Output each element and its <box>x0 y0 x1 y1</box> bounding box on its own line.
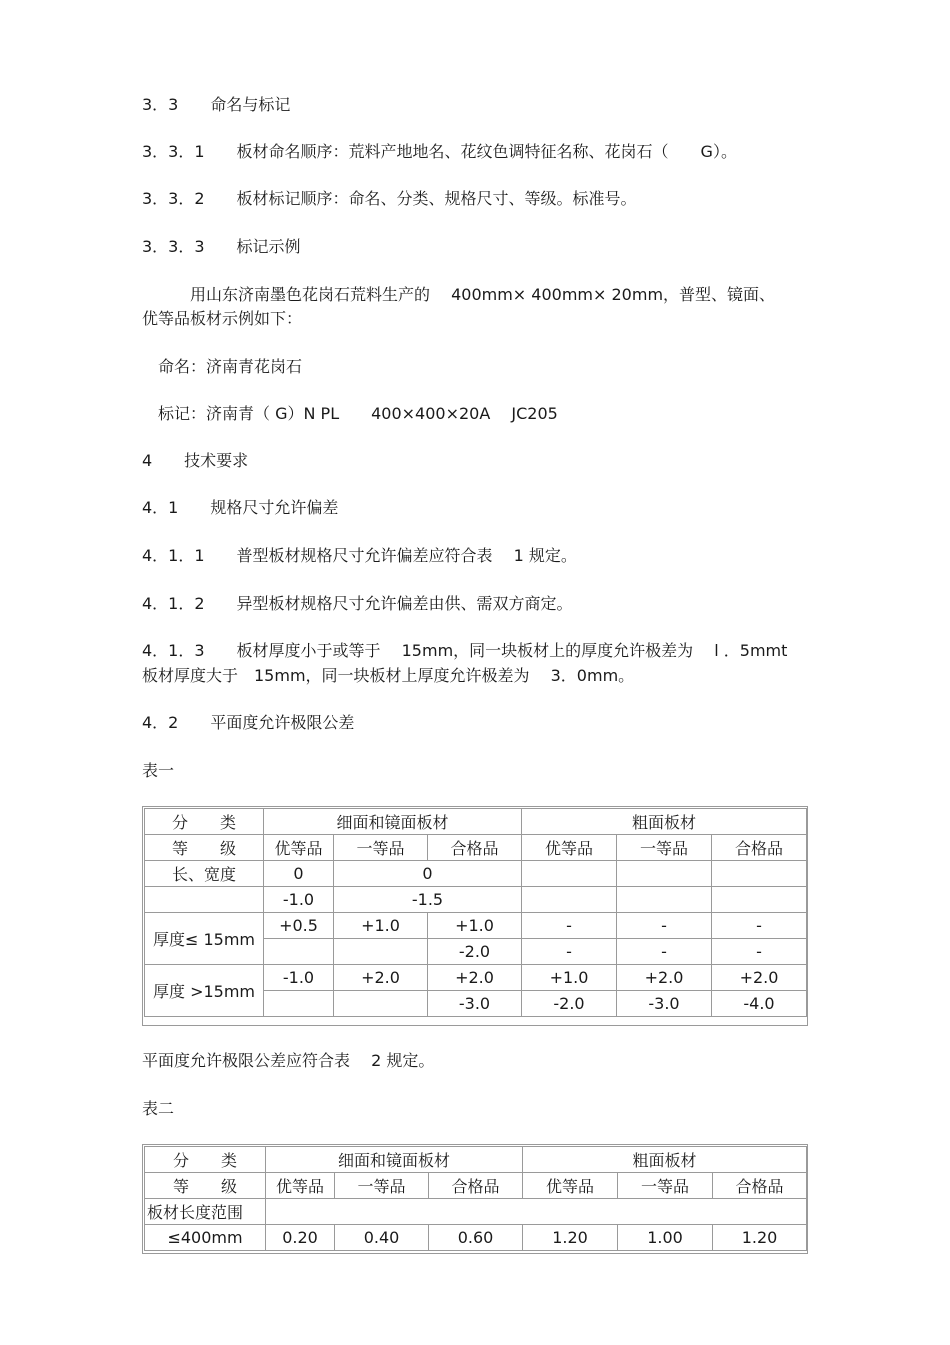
value-cell <box>712 861 807 887</box>
category-label: 分 类 <box>145 1147 266 1173</box>
value-cell: -4.0 <box>712 991 807 1017</box>
grade-cell: 优等品 <box>522 835 617 861</box>
clause-4-1-3-line-1: 4．1．3 板材厚度小于或等于 15mm，同一块板材上的厚度允许极差为 l ．5mmt <box>142 641 788 660</box>
value-cell: - <box>617 939 712 965</box>
grade-cell: 合格品 <box>713 1173 807 1199</box>
value-cell: -3.0 <box>617 991 712 1017</box>
value-cell <box>264 991 334 1017</box>
flatness-requirement: 平面度允许极限公差应符合表 2 规定。 <box>142 1051 435 1070</box>
value-cell: +2.0 <box>712 965 807 991</box>
value-cell: -1.5 <box>334 887 522 913</box>
table-row <box>145 861 807 887</box>
value-cell: - <box>617 913 712 939</box>
clause-3-3-2: 3．3．2 板材标记顺序：命名、分类、规格尺寸、等级。标准号。 <box>142 189 637 208</box>
fine-mirror-header: 细面和镜面板材 <box>264 809 522 835</box>
example-line-1: 用山东济南墨色花岗石荒料生产的 400mm× 400mm× 20mm，普型、镜面、 <box>142 285 776 304</box>
table-row <box>145 1225 807 1251</box>
section-4-1-heading: 4．1 规格尺寸允许偏差 <box>142 498 339 517</box>
clause-3-3-3: 3．3．3 标记示例 <box>142 237 301 256</box>
value-cell <box>334 991 428 1017</box>
value-cell: -3.0 <box>428 991 522 1017</box>
value-cell: 1.20 <box>713 1225 807 1251</box>
rough-header: 粗面板材 <box>522 809 807 835</box>
value-cell: +2.0 <box>334 965 428 991</box>
value-cell <box>264 939 334 965</box>
value-cell: -2.0 <box>428 939 522 965</box>
length-width-label: 长、宽度 <box>145 861 264 887</box>
value-cell: - <box>522 939 617 965</box>
length-range-label: 板材长度范围 <box>145 1199 266 1225</box>
table-1-caption: 表一 <box>142 761 175 780</box>
grade-cell: 一等品 <box>618 1173 713 1199</box>
value-cell <box>522 887 617 913</box>
value-cell <box>712 887 807 913</box>
value-cell: - <box>712 939 807 965</box>
grade-cell: 合格品 <box>428 835 522 861</box>
value-cell <box>145 887 264 913</box>
example-mark: 标记：济南青（ G）N PL 400×400×20A JC205 <box>142 404 558 423</box>
thickness-gt-15-label: 厚度 >15mm <box>145 965 264 1017</box>
grade-cell: 优等品 <box>266 1173 335 1199</box>
value-cell: 0.20 <box>266 1225 335 1251</box>
thickness-le-15-label: 厚度≤ 15mm <box>145 913 264 965</box>
value-cell <box>617 887 712 913</box>
section-3-3-heading: 3．3 命名与标记 <box>142 95 291 114</box>
value-cell: +1.0 <box>522 965 617 991</box>
table-1 <box>144 808 807 1017</box>
value-cell: +0.5 <box>264 913 334 939</box>
grade-cell: 一等品 <box>334 835 428 861</box>
value-cell <box>334 939 428 965</box>
clause-4-1-1: 4．1．1 普型板材规格尺寸允许偏差应符合表 1 规定。 <box>142 546 577 565</box>
grade-cell: 合格品 <box>429 1173 523 1199</box>
table-row <box>145 1199 807 1225</box>
value-cell: -2.0 <box>522 991 617 1017</box>
value-cell: 0.60 <box>429 1225 523 1251</box>
table-2-caption: 表二 <box>142 1099 175 1118</box>
value-cell: -1.0 <box>264 965 334 991</box>
table-row <box>145 887 807 913</box>
length-le-400-label: ≤400mm <box>145 1225 266 1251</box>
value-cell <box>617 861 712 887</box>
grade-cell: 一等品 <box>617 835 712 861</box>
value-cell: +1.0 <box>334 913 428 939</box>
grade-label: 等 级 <box>145 1173 266 1199</box>
clause-3-3-1: 3．3．1 板材命名顺序：荒料产地地名、花纹色调特征名称、花岗石（ G）。 <box>142 142 737 161</box>
value-cell: - <box>522 913 617 939</box>
value-cell: 0.40 <box>335 1225 429 1251</box>
section-4-heading: 4 技术要求 <box>142 451 249 470</box>
table-row <box>145 835 807 861</box>
rough-header: 粗面板材 <box>523 1147 807 1173</box>
table-row <box>145 809 807 835</box>
clause-4-1-2: 4．1．2 异型板材规格尺寸允许偏差由供、需双方商定。 <box>142 594 573 613</box>
value-cell: 0 <box>334 861 522 887</box>
table-row <box>145 1173 807 1199</box>
grade-cell: 一等品 <box>335 1173 429 1199</box>
section-4-2-heading: 4．2 平面度允许极限公差 <box>142 713 355 732</box>
value-cell: - <box>712 913 807 939</box>
value-cell: +2.0 <box>617 965 712 991</box>
value-cell: 1.00 <box>618 1225 713 1251</box>
table-row <box>145 965 807 991</box>
table-row <box>145 1147 807 1173</box>
grade-cell: 优等品 <box>523 1173 618 1199</box>
category-label: 分 类 <box>145 809 264 835</box>
value-cell: -1.0 <box>264 887 334 913</box>
grade-label: 等 级 <box>145 835 264 861</box>
table-row <box>145 913 807 939</box>
value-cell: +2.0 <box>428 965 522 991</box>
table-2 <box>144 1146 807 1251</box>
grade-cell: 优等品 <box>264 835 334 861</box>
value-cell: +1.0 <box>428 913 522 939</box>
value-cell: 1.20 <box>523 1225 618 1251</box>
example-name: 命名：济南青花岗石 <box>142 357 303 376</box>
value-cell: 0 <box>264 861 334 887</box>
value-cell <box>266 1199 807 1225</box>
grade-cell: 合格品 <box>712 835 807 861</box>
value-cell <box>522 861 617 887</box>
fine-mirror-header: 细面和镜面板材 <box>266 1147 523 1173</box>
example-line-2: 优等品板材示例如下： <box>142 309 303 328</box>
clause-4-1-3-line-2: 板材厚度大于 15mm，同一块板材上厚度允许极差为 3．0mm。 <box>142 666 635 685</box>
